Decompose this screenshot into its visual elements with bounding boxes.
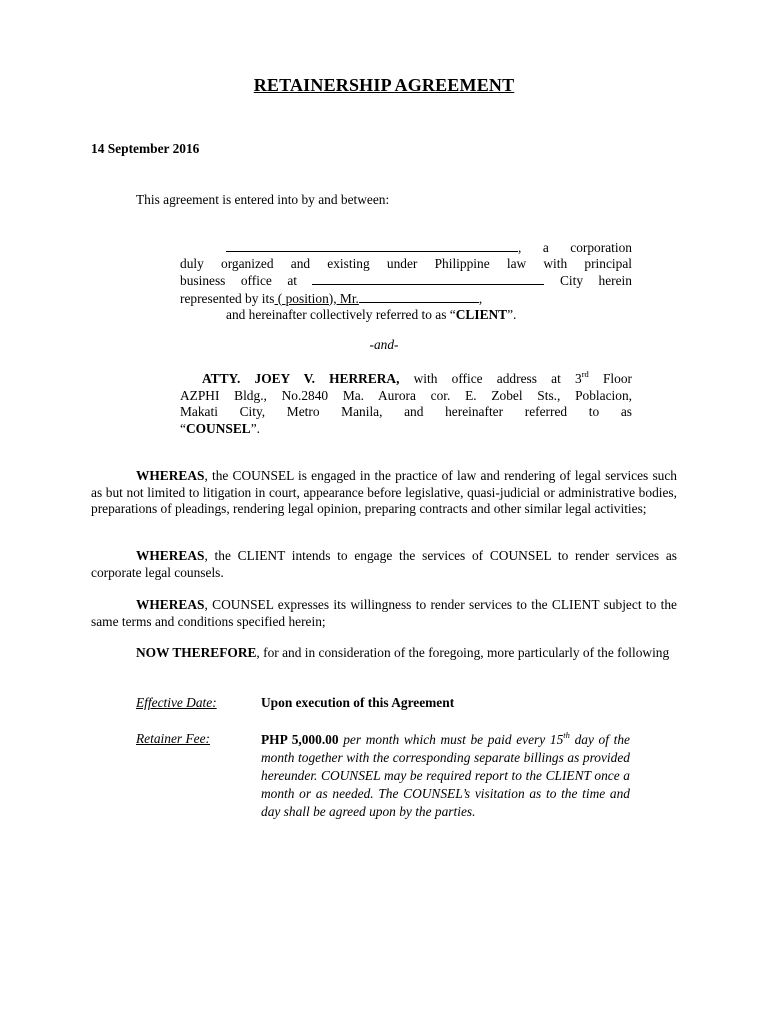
counsel-block <box>180 368 632 437</box>
client-designation: CLIENT <box>455 307 508 322</box>
client-name-blank <box>226 239 518 252</box>
client-line4-suffix: , <box>478 290 483 306</box>
client-position: ( position), Mr. <box>274 290 359 306</box>
whereas-clause-3 <box>91 597 677 630</box>
client-line-3 <box>180 272 632 290</box>
retainer-fee-value <box>261 731 630 821</box>
and-separator: -and- <box>369 337 399 352</box>
retainer-day: 15 <box>549 732 564 747</box>
client-block <box>180 239 632 324</box>
client-line3-prefix: business office at <box>180 273 297 288</box>
counsel-line4-suffix: ”. <box>250 420 260 436</box>
counsel-line1-end: Floor <box>588 371 632 386</box>
client-line5-suffix: ”. <box>507 307 517 322</box>
now-therefore-text: , for and in consideration of the foregoing, more particularly of the following <box>256 645 670 660</box>
client-line5-prefix: and hereinafter collectively referred to as “ <box>226 307 456 322</box>
whereas-clause-2 <box>91 548 677 581</box>
floor-superscript: rd <box>581 368 589 379</box>
effective-date-value: Upon execution of this Agreement <box>261 695 455 710</box>
document-title: RETAINERSHIP AGREEMENT <box>253 75 515 95</box>
now-therefore-clause <box>91 645 677 662</box>
whereas-clause-1 <box>91 468 677 518</box>
whereas-2-text: , the CLIENT intends to engage the services of COUNSEL to render services as corporate legal counsels. <box>91 548 677 580</box>
now-therefore-lead: NOW THEREFORE <box>136 645 257 660</box>
counsel-line-3: Makati City, Metro Manila, and hereinafter referred to as <box>180 404 632 419</box>
counsel-line-4 <box>180 421 632 438</box>
counsel-name: ATTY. JOEY V. HERRERA, <box>202 371 400 386</box>
client-line-5 <box>180 307 632 324</box>
counsel-line4-prefix: “ <box>180 420 186 436</box>
agreement-date: 14 September 2016 <box>91 141 200 156</box>
client-line-2: duly organized and existing under Philippine law with principal <box>180 255 632 271</box>
counsel-line1-rest: with office address at 3 <box>399 371 582 386</box>
retainer-fee-label: Retainer Fee: <box>136 731 210 746</box>
retainer-text-a: per month which must be paid every <box>338 732 546 747</box>
whereas-3-lead: WHEREAS <box>136 597 205 612</box>
client-line-1 <box>180 239 632 256</box>
effective-date-label: Effective Date: <box>136 695 217 710</box>
client-line-4 <box>180 290 632 308</box>
whereas-1-text: , the COUNSEL is engaged in the practice of law and rendering of legal services such as but not limited to litigation in court, appearance before legislative, quasi-judicial or administrative bodies, preparations of pleadings, rendering legal opinion, preparing contracts and other similar legal activities; <box>91 468 677 516</box>
whereas-2-lead: WHEREAS <box>136 548 205 563</box>
client-line3-suffix: City herein <box>559 273 632 288</box>
client-line1-suffix: , a corporation <box>518 240 632 255</box>
day-superscript: th <box>563 729 570 740</box>
counsel-line-1 <box>180 368 632 388</box>
counsel-line-2: AZPHI Bldg., No.2840 Ma. Aurora cor. E. Zobel Sts., Poblacion, <box>180 387 632 403</box>
retainer-text-b: day of the month together with the corresponding separate billings as provided hereunder. COUNSEL may be required report to the CLIENT once a month or as needed. The COUNSEL’s visitation as to the time and day shall be agreed upon by the parties. <box>261 732 630 819</box>
client-line4-prefix: represented by its <box>180 290 275 306</box>
retainer-amount: PHP 5,000.00 <box>261 732 339 747</box>
intro-text: This agreement is entered into by and between: <box>136 192 390 207</box>
office-address-blank <box>312 272 544 285</box>
representative-name-blank <box>359 290 479 303</box>
counsel-designation: COUNSEL <box>185 420 251 436</box>
whereas-3-text: , COUNSEL expresses its willingness to render services to the CLIENT subject to the same terms and conditions specified herein; <box>91 597 677 629</box>
whereas-1-lead: WHEREAS <box>136 468 205 483</box>
